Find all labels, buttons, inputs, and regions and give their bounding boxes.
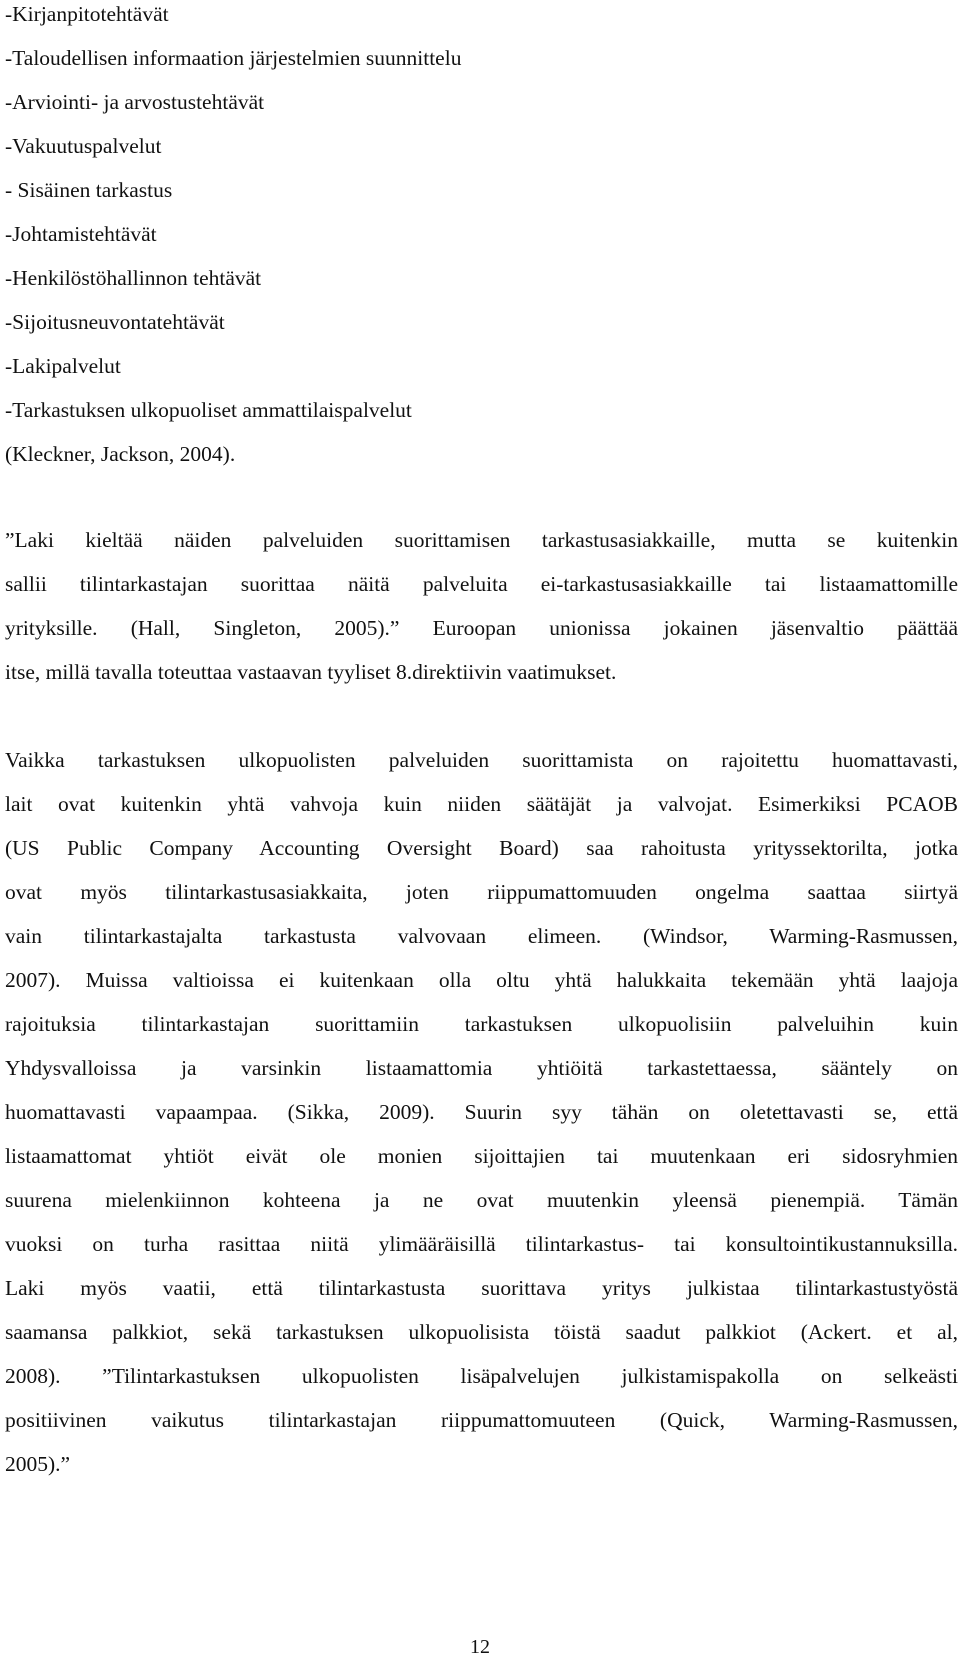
list-item: -Johtamistehtävät (5, 222, 157, 246)
paragraph-line: 2008). ”Tilintarkastuksen ulkopuolisten lisäpalvelujen julkistamispakolla on selkeästi (5, 1364, 958, 1388)
paragraph-line: Yhdysvalloissa ja varsinkin listaamattomia yhtiöitä tarkastettaessa, sääntely on (5, 1056, 958, 1080)
paragraph-line: vuoksi on turha rasittaa niitä ylimääräisillä tilintarkastus- tai konsultointikustannuksilla. (5, 1232, 958, 1256)
paragraph-line: 2007). Muissa valtioissa ei kuitenkaan olla oltu yhtä halukkaita tekemään yhtä laajoja (5, 968, 958, 992)
list-item: -Henkilöstöhallinnon tehtävät (5, 266, 262, 290)
paragraph-line: yrityksille. (Hall, Singleton, 2005).” Euroopan unionissa jokainen jäsenvaltio päättää (5, 616, 958, 640)
list-item: -Lakipalvelut (5, 354, 121, 378)
paragraph-line: itse, millä tavalla toteuttaa vastaavan tyyliset 8.direktiivin vaatimukset. (5, 660, 617, 684)
list-item: -Taloudellisen informaation järjestelmien suunnittelu (5, 46, 462, 70)
list-item: -Kirjanpitotehtävät (5, 2, 169, 26)
paragraph-line: (US Public Company Accounting Oversight Board) saa rahoitusta yrityssektorilta, jotka (5, 836, 958, 860)
paragraph-line: vain tilintarkastajalta tarkastusta valvovaan elimeen. (Windsor, Warming-Rasmussen, (5, 924, 958, 948)
paragraph-line: positiivinen vaikutus tilintarkastajan riippumattomuuteen (Quick, Warming-Rasmussen, (5, 1408, 958, 1432)
list-item: -Vakuutuspalvelut (5, 134, 162, 158)
page-number: 12 (470, 1636, 490, 1658)
list-item: - Sisäinen tarkastus (5, 178, 173, 202)
paragraph-line: ovat myös tilintarkastusasiakkaita, joten riippumattomuuden ongelma saattaa siirtyä (5, 880, 958, 904)
paragraph-line: Vaikka tarkastuksen ulkopuolisten palveluiden suorittamista on rajoitettu huomattavasti, (5, 748, 958, 772)
paragraph-line: saamansa palkkiot, sekä tarkastuksen ulkopuolisista töistä saadut palkkiot (Ackert. et al, (5, 1320, 958, 1344)
paragraph-line: sallii tilintarkastajan suorittaa näitä palveluita ei-tarkastusasiakkaille tai listaamattomille (5, 572, 958, 596)
paragraph-line: 2005).” (5, 1452, 71, 1476)
citation: (Kleckner, Jackson, 2004). (5, 442, 236, 466)
paragraph-line: rajoituksia tilintarkastajan suorittamiin tarkastuksen ulkopuolisiin palveluihin kuin (5, 1012, 958, 1036)
paragraph-line: listaamattomat yhtiöt eivät ole monien sijoittajien tai muutenkaan eri sidosryhmien (5, 1144, 958, 1168)
list-item: -Tarkastuksen ulkopuoliset ammattilaispalvelut (5, 398, 412, 422)
paragraph-line: Laki myös vaatii, että tilintarkastusta suorittava yritys julkistaa tilintarkastustyöstä (5, 1276, 958, 1300)
paragraph-line: lait ovat kuitenkin yhtä vahvoja kuin niiden säätäjät ja valvojat. Esimerkiksi PCAOB (5, 792, 958, 816)
list-item: -Arviointi- ja arvostustehtävät (5, 90, 265, 114)
paragraph-line: ”Laki kieltää näiden palveluiden suorittamisen tarkastusasiakkaille, mutta se kuitenkin (5, 528, 958, 552)
paragraph-line: huomattavasti vapaampaa. (Sikka, 2009). Suurin syy tähän on oletettavasti se, että (5, 1100, 958, 1124)
paragraph-line: suurena mielenkiinnon kohteena ja ne ovat muutenkin yleensä pienempiä. Tämän (5, 1188, 958, 1212)
list-item: -Sijoitusneuvontatehtävät (5, 310, 225, 334)
